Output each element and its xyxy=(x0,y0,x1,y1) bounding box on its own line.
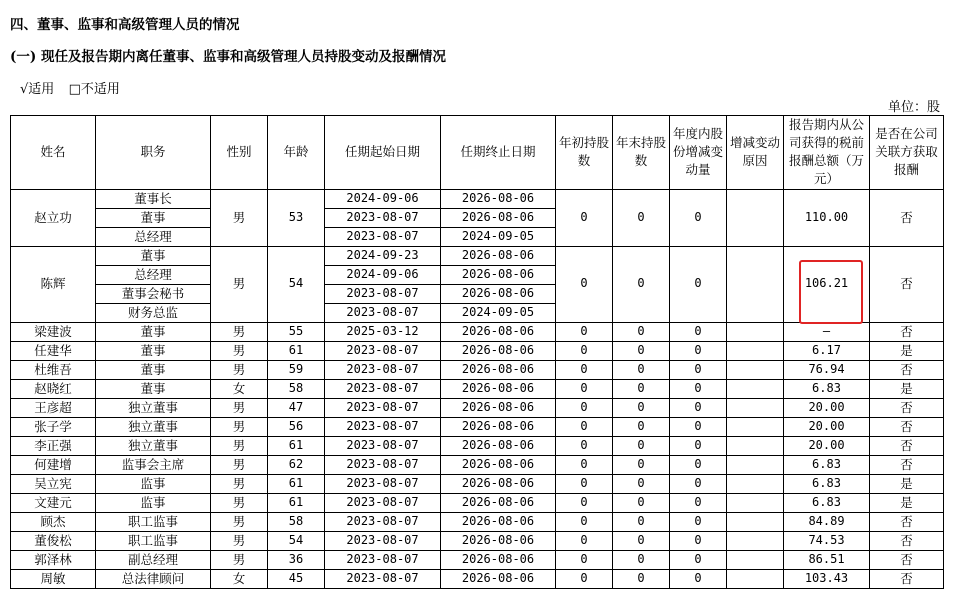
share-change-cell: 0 xyxy=(670,474,727,493)
start-date-cell: 2023-08-07 xyxy=(325,550,441,569)
related-party-cell: 否 xyxy=(870,531,944,550)
share-change-cell: 0 xyxy=(670,531,727,550)
position-cell: 监事 xyxy=(96,493,211,512)
end-shares-cell: 0 xyxy=(613,569,670,588)
end-shares-cell: 0 xyxy=(613,455,670,474)
end-shares-cell: 0 xyxy=(613,417,670,436)
gender-cell: 男 xyxy=(211,246,268,322)
compensation-cell: 20.00 xyxy=(784,417,870,436)
related-party-cell: 否 xyxy=(870,569,944,588)
compensation-cell: 6.83 xyxy=(784,493,870,512)
end-shares-cell: 0 xyxy=(613,436,670,455)
share-change-cell: 0 xyxy=(670,360,727,379)
begin-shares-cell: 0 xyxy=(556,398,613,417)
begin-shares-cell: 0 xyxy=(556,512,613,531)
begin-shares-cell: 0 xyxy=(556,550,613,569)
age-cell: 55 xyxy=(268,322,325,341)
compensation-cell: 103.43 xyxy=(784,569,870,588)
end-date-cell: 2026-08-06 xyxy=(441,360,556,379)
column-header: 职务 xyxy=(96,116,211,190)
share-change-cell: 0 xyxy=(670,246,727,322)
table-row xyxy=(11,322,944,341)
applicability-options xyxy=(20,78,120,97)
end-shares-cell: 0 xyxy=(613,474,670,493)
compensation-cell: 84.89 xyxy=(784,512,870,531)
position-cell: 董事 xyxy=(96,246,211,265)
share-change-cell: 0 xyxy=(670,379,727,398)
name-cell: 陈辉 xyxy=(11,246,96,322)
begin-shares-cell: 0 xyxy=(556,417,613,436)
gender-cell: 男 xyxy=(211,417,268,436)
end-date-cell: 2026-08-06 xyxy=(441,493,556,512)
start-date-cell: 2024-09-23 xyxy=(325,246,441,265)
gender-cell: 男 xyxy=(211,550,268,569)
end-date-cell: 2024-09-05 xyxy=(441,303,556,322)
column-header: 年龄 xyxy=(268,116,325,190)
share-change-cell: 0 xyxy=(670,398,727,417)
table-row xyxy=(11,398,944,417)
end-shares-cell: 0 xyxy=(613,246,670,322)
name-cell: 梁建波 xyxy=(11,322,96,341)
gender-cell: 男 xyxy=(211,436,268,455)
table-row xyxy=(11,569,944,588)
begin-shares-cell: 0 xyxy=(556,493,613,512)
end-shares-cell: 0 xyxy=(613,531,670,550)
table-row xyxy=(11,512,944,531)
position-cell: 职工监事 xyxy=(96,531,211,550)
gender-cell: 男 xyxy=(211,531,268,550)
gender-cell: 男 xyxy=(211,322,268,341)
change-reason-cell xyxy=(727,246,784,322)
end-date-cell: 2026-08-06 xyxy=(441,341,556,360)
change-reason-cell xyxy=(727,398,784,417)
start-date-cell: 2023-08-07 xyxy=(325,303,441,322)
start-date-cell: 2023-08-07 xyxy=(325,227,441,246)
share-change-cell: 0 xyxy=(670,493,727,512)
change-reason-cell xyxy=(727,550,784,569)
gender-cell: 男 xyxy=(211,493,268,512)
related-party-cell: 否 xyxy=(870,322,944,341)
start-date-cell: 2023-08-07 xyxy=(325,531,441,550)
age-cell: 56 xyxy=(268,417,325,436)
share-change-cell: 0 xyxy=(670,322,727,341)
name-cell: 何建增 xyxy=(11,455,96,474)
age-cell: 61 xyxy=(268,474,325,493)
position-cell: 董事 xyxy=(96,208,211,227)
gender-cell: 女 xyxy=(211,569,268,588)
start-date-cell: 2023-08-07 xyxy=(325,417,441,436)
end-shares-cell: 0 xyxy=(613,189,670,246)
end-shares-cell: 0 xyxy=(613,493,670,512)
share-change-cell: 0 xyxy=(670,417,727,436)
change-reason-cell xyxy=(727,189,784,246)
name-cell: 周敏 xyxy=(11,569,96,588)
compensation-cell: 110.00 xyxy=(784,189,870,246)
related-party-cell: 是 xyxy=(870,379,944,398)
compensation-cell: 74.53 xyxy=(784,531,870,550)
share-change-cell: 0 xyxy=(670,512,727,531)
related-party-cell: 否 xyxy=(870,417,944,436)
start-date-cell: 2023-08-07 xyxy=(325,208,441,227)
end-date-cell: 2026-08-06 xyxy=(441,189,556,208)
position-cell: 职工监事 xyxy=(96,512,211,531)
age-cell: 47 xyxy=(268,398,325,417)
position-cell: 董事 xyxy=(96,379,211,398)
end-shares-cell: 0 xyxy=(613,341,670,360)
related-party-cell: 是 xyxy=(870,474,944,493)
start-date-cell: 2023-08-07 xyxy=(325,379,441,398)
column-header: 报告期内从公司获得的税前报酬总额（万元） xyxy=(784,116,870,190)
position-cell: 董事 xyxy=(96,360,211,379)
age-cell: 62 xyxy=(268,455,325,474)
begin-shares-cell: 0 xyxy=(556,189,613,246)
gender-cell: 男 xyxy=(211,360,268,379)
change-reason-cell xyxy=(727,341,784,360)
position-cell: 独立董事 xyxy=(96,436,211,455)
change-reason-cell xyxy=(727,360,784,379)
related-party-cell: 否 xyxy=(870,455,944,474)
start-date-cell: 2023-08-07 xyxy=(325,341,441,360)
compensation-cell: 76.94 xyxy=(784,360,870,379)
compensation-cell: 86.51 xyxy=(784,550,870,569)
age-cell: 61 xyxy=(268,436,325,455)
age-cell: 58 xyxy=(268,512,325,531)
related-party-cell: 否 xyxy=(870,246,944,322)
position-cell: 董事 xyxy=(96,341,211,360)
gender-cell: 男 xyxy=(211,455,268,474)
gender-cell: 男 xyxy=(211,341,268,360)
gender-cell: 男 xyxy=(211,189,268,246)
name-cell: 王彦超 xyxy=(11,398,96,417)
name-cell: 顾杰 xyxy=(11,512,96,531)
related-party-cell: 否 xyxy=(870,436,944,455)
unit-label: 单位：股 xyxy=(887,100,940,115)
age-cell: 53 xyxy=(268,189,325,246)
begin-shares-cell: 0 xyxy=(556,569,613,588)
begin-shares-cell: 0 xyxy=(556,246,613,322)
column-header: 性别 xyxy=(211,116,268,190)
gender-cell: 女 xyxy=(211,379,268,398)
compensation-cell: 6.17 xyxy=(784,341,870,360)
end-shares-cell: 0 xyxy=(613,360,670,379)
name-cell: 张子学 xyxy=(11,417,96,436)
table-row xyxy=(11,455,944,474)
begin-shares-cell: 0 xyxy=(556,360,613,379)
name-cell: 赵晓红 xyxy=(11,379,96,398)
not-applicable-option: □不适用 xyxy=(68,82,120,97)
share-change-cell: 0 xyxy=(670,550,727,569)
position-cell: 独立董事 xyxy=(96,417,211,436)
name-cell: 文建元 xyxy=(11,493,96,512)
table-row xyxy=(11,360,944,379)
change-reason-cell xyxy=(727,455,784,474)
begin-shares-cell: 0 xyxy=(556,531,613,550)
share-change-cell: 0 xyxy=(670,569,727,588)
end-date-cell: 2026-08-06 xyxy=(441,208,556,227)
end-shares-cell: 0 xyxy=(613,322,670,341)
end-date-cell: 2026-08-06 xyxy=(441,455,556,474)
gender-cell: 男 xyxy=(211,512,268,531)
column-header: 姓名 xyxy=(11,116,96,190)
start-date-cell: 2023-08-07 xyxy=(325,360,441,379)
end-date-cell: 2026-08-06 xyxy=(441,398,556,417)
end-date-cell: 2026-08-06 xyxy=(441,531,556,550)
position-cell: 独立董事 xyxy=(96,398,211,417)
age-cell: 54 xyxy=(268,531,325,550)
end-date-cell: 2026-08-06 xyxy=(441,246,556,265)
related-party-cell: 是 xyxy=(870,493,944,512)
applicable-option: √适用 xyxy=(20,82,55,97)
change-reason-cell xyxy=(727,531,784,550)
section-heading: 四、董事、监事和高级管理人员的情况 xyxy=(10,17,240,33)
change-reason-cell xyxy=(727,512,784,531)
position-cell: 总经理 xyxy=(96,265,211,284)
table-row xyxy=(11,493,944,512)
name-cell: 郭泽林 xyxy=(11,550,96,569)
change-reason-cell xyxy=(727,379,784,398)
begin-shares-cell: 0 xyxy=(556,322,613,341)
column-header: 年初持股数 xyxy=(556,116,613,190)
column-header: 增减变动原因 xyxy=(727,116,784,190)
position-cell: 监事 xyxy=(96,474,211,493)
age-cell: 59 xyxy=(268,360,325,379)
compensation-cell: 6.83 xyxy=(784,455,870,474)
start-date-cell: 2023-08-07 xyxy=(325,569,441,588)
position-cell: 总经理 xyxy=(96,227,211,246)
table-header-row xyxy=(11,116,944,190)
start-date-cell: 2024-09-06 xyxy=(325,265,441,284)
start-date-cell: 2023-08-07 xyxy=(325,436,441,455)
begin-shares-cell: 0 xyxy=(556,455,613,474)
name-cell: 杜维吾 xyxy=(11,360,96,379)
age-cell: 36 xyxy=(268,550,325,569)
start-date-cell: 2024-09-06 xyxy=(325,189,441,208)
end-date-cell: 2026-08-06 xyxy=(441,322,556,341)
position-cell: 监事会主席 xyxy=(96,455,211,474)
end-shares-cell: 0 xyxy=(613,379,670,398)
begin-shares-cell: 0 xyxy=(556,341,613,360)
start-date-cell: 2025-03-12 xyxy=(325,322,441,341)
age-cell: 61 xyxy=(268,493,325,512)
column-header: 是否在公司关联方获取报酬 xyxy=(870,116,944,190)
column-header: 年末持股数 xyxy=(613,116,670,190)
end-shares-cell: 0 xyxy=(613,512,670,531)
share-change-cell: 0 xyxy=(670,455,727,474)
position-cell: 董事 xyxy=(96,322,211,341)
related-party-cell: 是 xyxy=(870,341,944,360)
compensation-cell: – xyxy=(784,322,870,341)
begin-shares-cell: 0 xyxy=(556,379,613,398)
table-row xyxy=(11,531,944,550)
age-cell: 54 xyxy=(268,246,325,322)
start-date-cell: 2023-08-07 xyxy=(325,284,441,303)
column-header: 任期终止日期 xyxy=(441,116,556,190)
compensation-cell: 6.83 xyxy=(784,474,870,493)
start-date-cell: 2023-08-07 xyxy=(325,493,441,512)
change-reason-cell xyxy=(727,322,784,341)
start-date-cell: 2023-08-07 xyxy=(325,512,441,531)
table-row xyxy=(11,436,944,455)
end-shares-cell: 0 xyxy=(613,550,670,569)
gender-cell: 男 xyxy=(211,474,268,493)
end-date-cell: 2024-09-05 xyxy=(441,227,556,246)
related-party-cell: 否 xyxy=(870,189,944,246)
end-date-cell: 2026-08-06 xyxy=(441,417,556,436)
related-party-cell: 否 xyxy=(870,512,944,531)
start-date-cell: 2023-08-07 xyxy=(325,474,441,493)
change-reason-cell xyxy=(727,474,784,493)
change-reason-cell xyxy=(727,569,784,588)
name-cell: 吴立宪 xyxy=(11,474,96,493)
begin-shares-cell: 0 xyxy=(556,436,613,455)
position-cell: 董事长 xyxy=(96,189,211,208)
begin-shares-cell: 0 xyxy=(556,474,613,493)
table-row xyxy=(11,246,944,265)
position-cell: 财务总监 xyxy=(96,303,211,322)
related-party-cell: 否 xyxy=(870,398,944,417)
table-row xyxy=(11,474,944,493)
end-date-cell: 2026-08-06 xyxy=(441,284,556,303)
column-header: 年度内股份增减变动量 xyxy=(670,116,727,190)
gender-cell: 男 xyxy=(211,398,268,417)
position-cell: 副总经理 xyxy=(96,550,211,569)
compensation-cell: 6.83 xyxy=(784,379,870,398)
age-cell: 45 xyxy=(268,569,325,588)
column-header: 任期起始日期 xyxy=(325,116,441,190)
related-party-cell: 否 xyxy=(870,550,944,569)
name-cell: 李正强 xyxy=(11,436,96,455)
table-row xyxy=(11,189,944,208)
change-reason-cell xyxy=(727,436,784,455)
table-row xyxy=(11,379,944,398)
change-reason-cell xyxy=(727,493,784,512)
share-change-cell: 0 xyxy=(670,436,727,455)
table-row xyxy=(11,341,944,360)
age-cell: 58 xyxy=(268,379,325,398)
table-row xyxy=(11,550,944,569)
end-date-cell: 2026-08-06 xyxy=(441,569,556,588)
share-change-cell: 0 xyxy=(670,189,727,246)
end-shares-cell: 0 xyxy=(613,398,670,417)
name-cell: 赵立功 xyxy=(11,189,96,246)
end-date-cell: 2026-08-06 xyxy=(441,436,556,455)
table-row xyxy=(11,417,944,436)
name-cell: 董俊松 xyxy=(11,531,96,550)
age-cell: 61 xyxy=(268,341,325,360)
end-date-cell: 2026-08-06 xyxy=(441,474,556,493)
name-cell: 任建华 xyxy=(11,341,96,360)
start-date-cell: 2023-08-07 xyxy=(325,455,441,474)
subsection-heading: (一) 现任及报告期内离任董事、监事和高级管理人员持股变动及报酬情况 xyxy=(10,49,446,65)
position-cell: 总法律顾问 xyxy=(96,569,211,588)
start-date-cell: 2023-08-07 xyxy=(325,398,441,417)
end-date-cell: 2026-08-06 xyxy=(441,265,556,284)
executives-table xyxy=(10,115,944,589)
end-date-cell: 2026-08-06 xyxy=(441,379,556,398)
compensation-cell: 106.21 xyxy=(784,246,870,322)
share-change-cell: 0 xyxy=(670,341,727,360)
position-cell: 董事会秘书 xyxy=(96,284,211,303)
change-reason-cell xyxy=(727,417,784,436)
compensation-cell: 20.00 xyxy=(784,436,870,455)
end-date-cell: 2026-08-06 xyxy=(441,512,556,531)
end-date-cell: 2026-08-06 xyxy=(441,550,556,569)
compensation-cell: 20.00 xyxy=(784,398,870,417)
related-party-cell: 否 xyxy=(870,360,944,379)
